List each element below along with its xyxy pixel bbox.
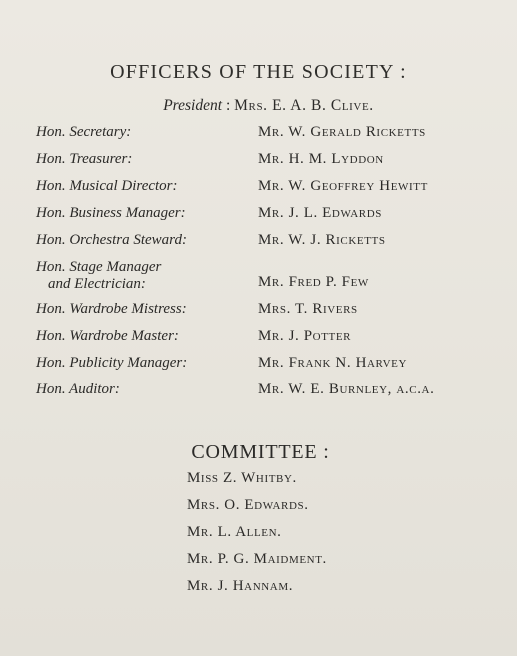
officer-role: Hon. Wardrobe Mistress: <box>36 301 187 317</box>
officer-name: Mr. Frank N. Harvey <box>258 355 408 371</box>
officer-role: Hon. Auditor: <box>36 381 120 397</box>
committee-member: Mr. P. G. Maidment. <box>187 551 327 567</box>
officer-name: Mr. H. M. Lyddon <box>258 151 384 167</box>
president-role: President <box>163 97 223 114</box>
officer-name: Mr. W. Gerald Ricketts <box>258 124 426 140</box>
officer-name: Mr. J. Potter <box>258 328 352 344</box>
president-separator: : <box>222 97 235 114</box>
officer-role: Hon. Wardrobe Master: <box>36 328 179 344</box>
committee-member: Mr. J. Hannam. <box>187 578 294 594</box>
officer-role: Hon. Stage Manager <box>36 259 162 275</box>
officer-role: Hon. Treasurer: <box>36 151 133 167</box>
president-line <box>0 96 517 116</box>
officer-name: Mr. W. E. Burnley, a.c.a. <box>258 381 435 397</box>
officer-role-multiline <box>36 259 161 293</box>
officer-role: Hon. Business Manager: <box>36 205 186 221</box>
officer-role: Hon. Orchestra Steward: <box>36 232 187 248</box>
officer-name: Mr. Fred P. Few <box>258 274 369 290</box>
officer-role: Hon. Secretary: <box>36 124 132 140</box>
committee-member: Mrs. O. Edwards. <box>187 497 309 513</box>
officer-role: Hon. Publicity Manager: <box>36 355 188 371</box>
committee-heading: COMMITTEE : <box>191 441 330 463</box>
officer-name: Mr. W. Geoffrey Hewitt <box>258 178 428 194</box>
officer-role-continued: and Electrician: <box>48 276 146 292</box>
officer-name: Mrs. T. Rivers <box>258 301 358 317</box>
committee-member: Miss Z. Whitby. <box>187 470 297 486</box>
officers-heading: OFFICERS OF THE SOCIETY : <box>110 61 407 83</box>
officer-role: Hon. Musical Director: <box>36 178 178 194</box>
president-name: Mrs. E. A. B. Clive. <box>234 97 374 114</box>
officer-name: Mr. J. L. Edwards <box>258 205 382 221</box>
committee-member: Mr. L. Allen. <box>187 524 282 540</box>
officer-name: Mr. W. J. Ricketts <box>258 232 386 248</box>
